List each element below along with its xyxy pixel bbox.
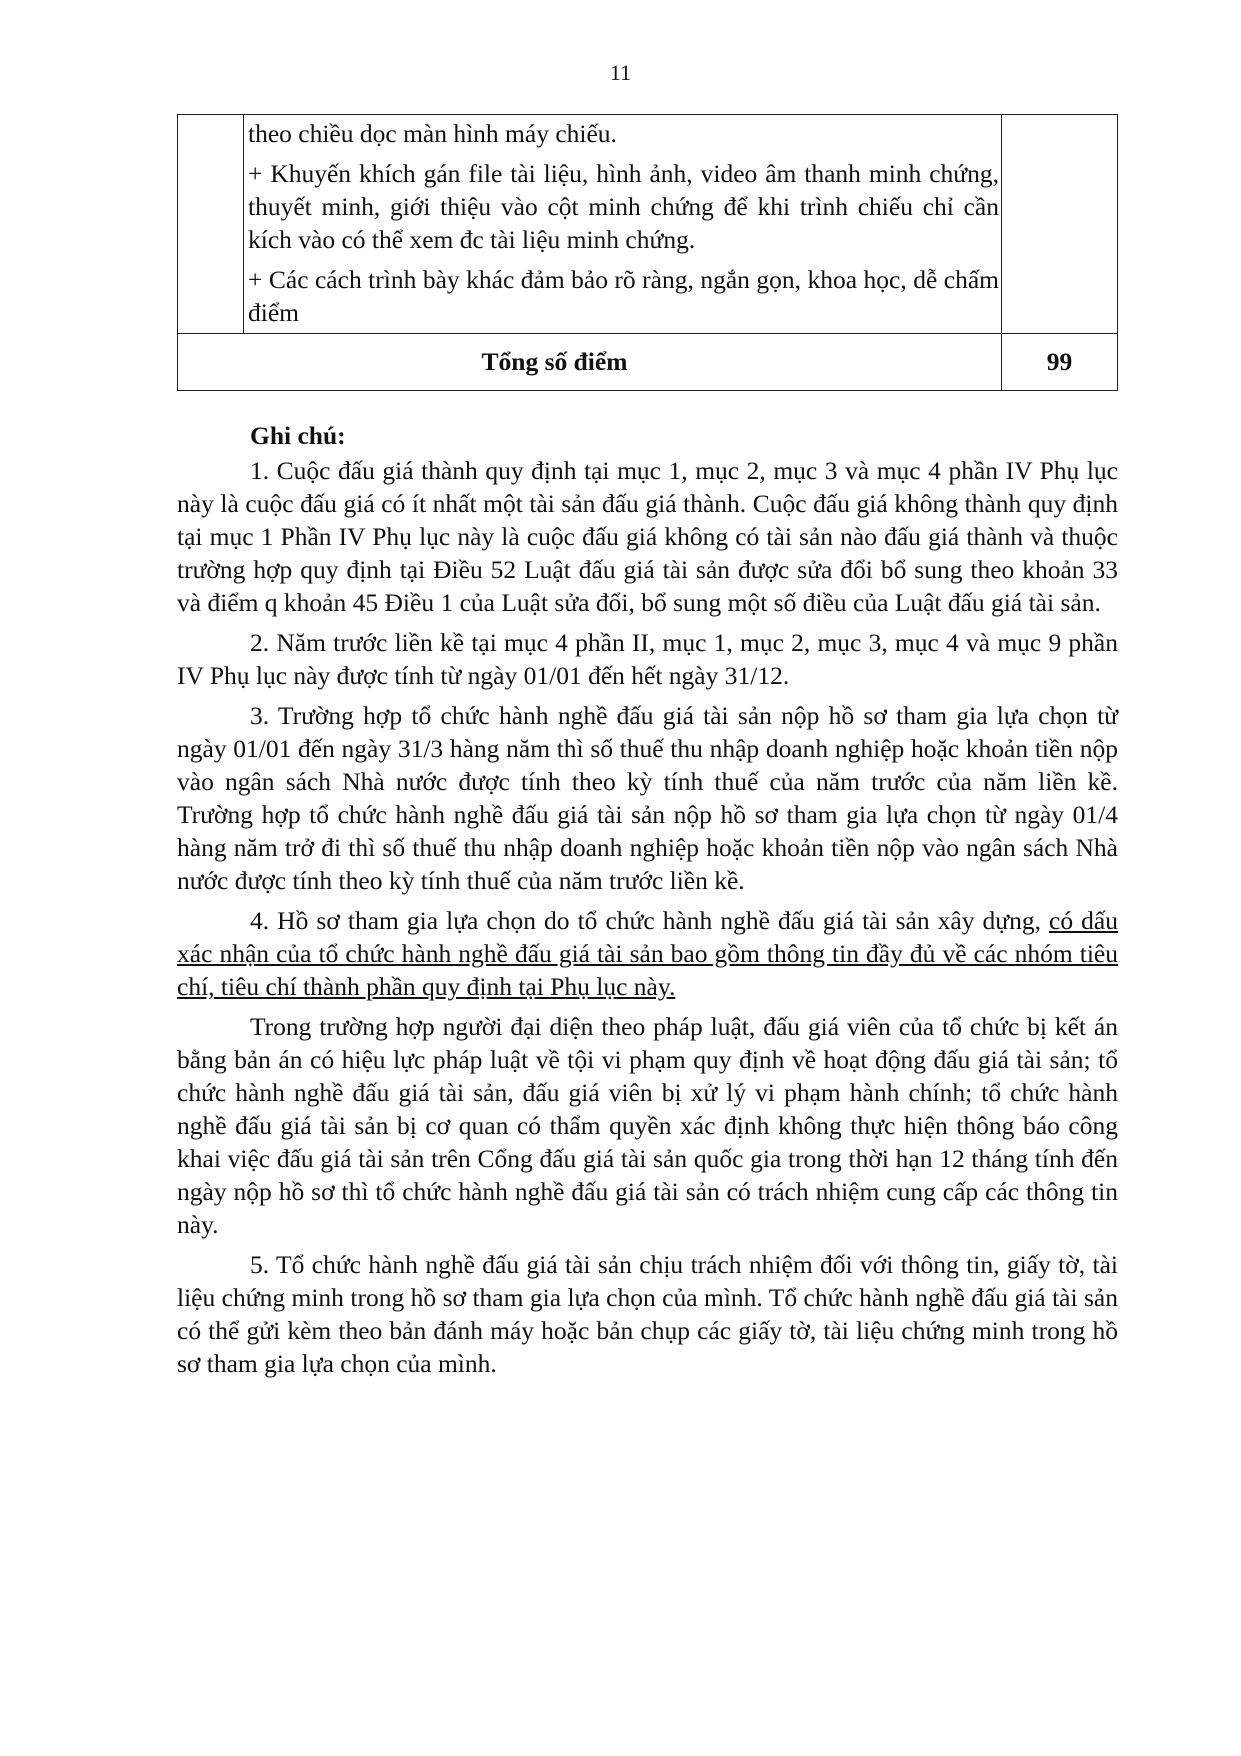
- note-4-underlined-text: có dấu xác nhận của tổ chức hành nghề đấu giá tài sản bao gồm thông tin đầy đủ về các nhóm tiêu chí, tiêu chí thành phần quy định tại Phụ lục này.: [177, 906, 1118, 1001]
- score-table: [177, 114, 1118, 391]
- content-line: theo chiều dọc màn hình máy chiếu.: [248, 119, 617, 148]
- index-cell: [178, 115, 244, 334]
- note-paragraph-1: 1. Cuộc đấu giá thành quy định tại mục 1, mục 2, mục 3 và mục 4 phần IV Phụ lục này là cuộc đấu giá có ít nhất một tài sản đấu giá thành. Cuộc đấu giá không thành quy định tại mục 1 Phần IV Phụ lục này là cuộc đấu giá không có tài sản nào đấu giá thành và thuộc trường hợp quy định tại Điều 52 Luật đấu giá tài sản được sửa đổi bổ sung theo khoản 33 và điểm q khoản 45 Điều 1 của Luật sửa đổi, bổ sung một số điều của Luật đấu giá tài sản.: [177, 456, 1118, 617]
- total-row: [178, 334, 1118, 391]
- note-paragraph-2: 2. Năm trước liền kề tại mục 4 phần II, mục 1, mục 2, mục 3, mục 4 và mục 9 phần IV Phụ lục này được tính từ ngày 01/01 đến hết ngày 31/12.: [177, 628, 1118, 690]
- notes-title: Ghi chú:: [250, 421, 346, 450]
- content-line: + Khuyến khích gán file tài liệu, hình ảnh, video âm thanh minh chứng, thuyết minh, giới thiệu vào cột minh chứng để khi trình chiếu chỉ cần kích vào có thể xem đc tài liệu minh chứng.: [248, 159, 999, 254]
- note-paragraph-4b: Trong trường hợp người đại diện theo pháp luật, đấu giá viên của tổ chức bị kết án bằng bản án có hiệu lực pháp luật về tội vi phạm quy định về hoạt động đấu giá tài sản; tổ chức hành nghề đấu giá tài sản, đấu giá viên bị xử lý vi phạm hành chính; tổ chức hành nghề đấu giá tài sản bị cơ quan có thẩm quyền xác định không thực hiện thông báo công khai việc đấu giá tài sản trên Cổng đấu giá tài sản quốc gia trong thời hạn 12 tháng tính đến ngày nộp hồ sơ thì tổ chức hành nghề đấu giá tài sản có trách nhiệm cung cấp các thông tin này.: [177, 1012, 1118, 1239]
- total-value: 99: [1002, 334, 1118, 391]
- note-paragraph-5: 5. Tổ chức hành nghề đấu giá tài sản chịu trách nhiệm đối với thông tin, giấy tờ, tài liệu chứng minh trong hồ sơ tham gia lựa chọn của mình. Tổ chức hành nghề đấu giá tài sản có thể gửi kèm theo bản đánh máy hoặc bản chụp các giấy tờ, tài liệu chứng minh trong hồ sơ tham gia lựa chọn của mình.: [177, 1250, 1118, 1378]
- score-cell: [1002, 115, 1118, 334]
- note-paragraph-4: [177, 904, 1118, 1003]
- note-4-plain-text: 4. Hồ sơ tham gia lựa chọn do tổ chức hành nghề đấu giá tài sản xây dựng,: [250, 906, 1050, 935]
- criteria-content-cell: [244, 115, 1002, 334]
- total-label: Tổng số điểm: [178, 334, 1002, 391]
- note-paragraph-3: 3. Trường hợp tổ chức hành nghề đấu giá tài sản nộp hồ sơ tham gia lựa chọn từ ngày 01/01 đến ngày 31/3 hàng năm thì số thuế thu nhập doanh nghiệp hoặc khoản tiền nộp vào ngân sách Nhà nước được tính theo kỳ tính thuế của năm trước của năm liền kề. Trường hợp tổ chức hành nghề đấu giá tài sản nộp hồ sơ tham gia lựa chọn từ ngày 01/4 hàng năm trở đi thì số thuế thu nhập doanh nghiệp hoặc khoản tiền nộp vào ngân sách Nhà nước được tính theo kỳ tính thuế của năm trước liền kề.: [177, 701, 1118, 895]
- page-number: 11: [609, 60, 632, 85]
- table-row: [178, 115, 1118, 334]
- notes-section: [177, 419, 1118, 1380]
- content-line: + Các cách trình bày khác đảm bảo rõ ràng, ngắn gọn, khoa học, dễ chấm điểm: [248, 265, 999, 327]
